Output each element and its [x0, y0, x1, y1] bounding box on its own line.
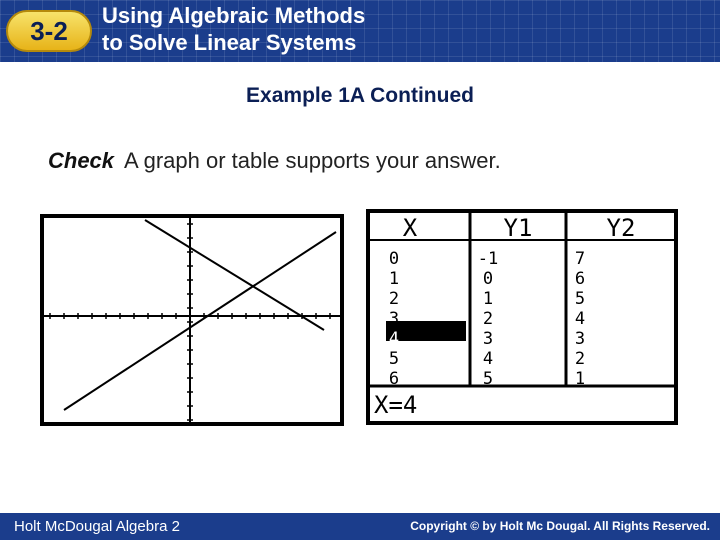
table-cell: 6 — [574, 269, 586, 289]
table-cell: 1 — [388, 269, 400, 289]
table-cell: 0 — [388, 249, 400, 269]
example-heading: Example 1A Continued — [246, 84, 474, 107]
check-keyword: Check — [48, 148, 115, 173]
table-cell: 4 — [388, 329, 400, 349]
footer-bar — [0, 513, 720, 540]
table-cell: 2 — [482, 309, 494, 329]
header-bar — [0, 0, 720, 62]
table-cell: 2 — [388, 289, 400, 309]
table-cell: 5 — [388, 349, 400, 369]
table-cell: 3 — [574, 329, 586, 349]
table-cell: 1 — [574, 369, 586, 389]
lesson-title-line2: to Solve Linear Systems — [102, 30, 357, 55]
table-cell: 5 — [482, 369, 494, 389]
table-svg — [366, 209, 678, 425]
lesson-title — [102, 2, 365, 56]
table-cell: 0 — [482, 269, 494, 289]
graph-svg — [40, 214, 344, 426]
check-text: A graph or table supports your answer. — [124, 148, 501, 173]
table-cell: 4 — [574, 309, 586, 329]
table-status-readout: X=4 — [374, 391, 418, 419]
lesson-title-line1: Using Algebraic Methods — [102, 3, 366, 28]
table-cell: 4 — [482, 349, 494, 369]
check-statement — [48, 148, 501, 174]
table-cell: -1 — [477, 249, 499, 269]
table-cell: 3 — [482, 329, 494, 349]
footer-copyright: Copyright © by Holt Mc Dougal. All Rights Reserved. — [410, 519, 710, 533]
lesson-badge: 3-2 — [6, 10, 92, 52]
table-cell: 2 — [574, 349, 586, 369]
calculator-table-screen — [366, 209, 678, 425]
footer-book-title: Holt McDougal Algebra 2 — [14, 518, 180, 535]
table-header-2: Y2 — [606, 214, 636, 242]
table-cell: 1 — [482, 289, 494, 309]
table-cell: 6 — [388, 369, 400, 389]
table-header-0: X — [402, 214, 418, 242]
table-cell: 7 — [574, 249, 586, 269]
calculator-graph-screen — [40, 214, 344, 426]
table-cell: 3 — [388, 309, 400, 329]
table-header-1: Y1 — [503, 214, 533, 242]
table-screen-bg — [370, 213, 674, 421]
table-cell: 5 — [574, 289, 586, 309]
